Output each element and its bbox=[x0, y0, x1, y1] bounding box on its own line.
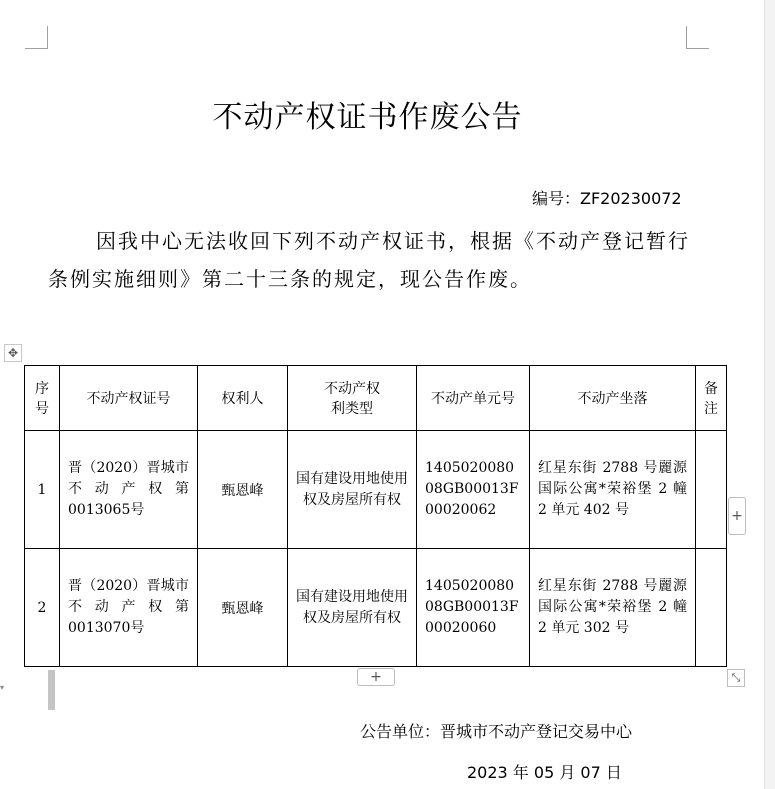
table-move-handle-icon[interactable]: ✥ bbox=[4, 344, 22, 362]
page-corner-mark-top-right bbox=[686, 26, 709, 49]
cell-seq: 2 bbox=[25, 549, 60, 667]
cell-right-type: 国有建设用地使用权及房屋所有权 bbox=[288, 549, 417, 667]
header-remark: 备注 bbox=[696, 366, 727, 431]
document-title: 不动产权证书作废公告 bbox=[212, 100, 523, 135]
cell-unit-no: 140502008008GB00013F00020060 bbox=[417, 549, 530, 667]
header-right-type: 不动产权利类型 bbox=[288, 366, 417, 431]
cell-remark bbox=[696, 549, 727, 667]
page-corner-mark-top-left bbox=[25, 26, 48, 49]
header-location: 不动产坐落 bbox=[530, 366, 696, 431]
header-cert-no: 不动产权证号 bbox=[60, 366, 198, 431]
cell-location: 红星东街 2788 号麗源国际公寓*荣裕堡 2 幢 2 单元 402 号 bbox=[530, 431, 696, 549]
table-resize-handle-icon[interactable]: ⤡ bbox=[727, 669, 745, 687]
announcement-date: 2023 年 05 月 07 日 bbox=[467, 763, 622, 782]
header-seq: 序号 bbox=[25, 366, 60, 431]
cell-cert-no: 晋（2020）晋城市不动产权第0013070号 bbox=[60, 549, 198, 667]
margin-caret-icon: ▾ bbox=[0, 683, 5, 692]
header-owner: 权利人 bbox=[198, 366, 288, 431]
header-unit-no: 不动产单元号 bbox=[417, 366, 530, 431]
announcement-paragraph bbox=[48, 222, 693, 298]
cell-unit-no: 140502008008GB00013F00020062 bbox=[417, 431, 530, 549]
certificate-table bbox=[24, 365, 727, 667]
cell-owner: 甄恩峰 bbox=[198, 431, 288, 549]
cell-remark bbox=[696, 431, 727, 549]
cell-owner: 甄恩峰 bbox=[198, 549, 288, 667]
selection-margin-bar bbox=[48, 670, 55, 710]
document-number: 编号：ZF20230072 bbox=[532, 189, 682, 208]
scrollbar-track[interactable] bbox=[764, 0, 775, 789]
table-row bbox=[25, 431, 727, 549]
cell-seq: 1 bbox=[25, 431, 60, 549]
table-header-row bbox=[25, 366, 727, 431]
announcer: 公告单位：晋城市不动产登记交易中心 bbox=[360, 722, 633, 741]
add-row-button[interactable]: + bbox=[357, 668, 395, 686]
cell-cert-no: 晋（2020）晋城市不动产权第0013065号 bbox=[60, 431, 198, 549]
paragraph-text: 因我中心无法收回下列不动产权证书，根据《不动产登记暂行条例实施细则》第二十三条的规定，现公告作废。 bbox=[48, 229, 690, 291]
cell-right-type: 国有建设用地使用权及房屋所有权 bbox=[288, 431, 417, 549]
add-column-button[interactable]: + bbox=[728, 497, 746, 535]
cell-location: 红星东街 2788 号麗源国际公寓*荣裕堡 2 幢 2 单元 302 号 bbox=[530, 549, 696, 667]
table-row bbox=[25, 549, 727, 667]
